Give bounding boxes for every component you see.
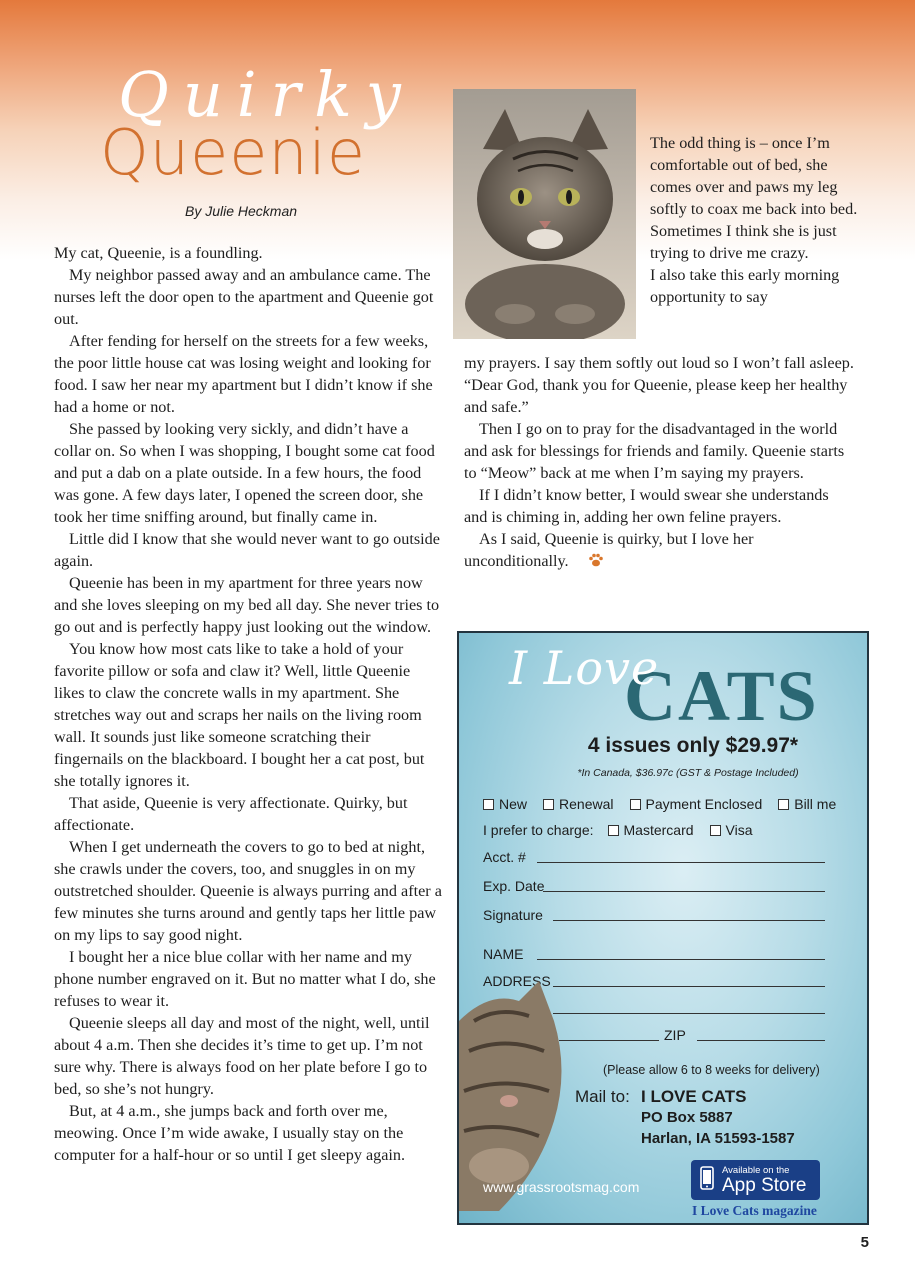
charge-label: I prefer to charge:	[483, 822, 594, 838]
ad-price: 4 issues only $29.97*	[587, 734, 799, 757]
zip-label: ZIP	[664, 1027, 686, 1043]
paragraph: When I get underneath the covers to go to bed at night, she crawls under the covers, too, and snuggles in on my outstretched shoulder. Queenie is always purring and after a few minutes she turns around and gently taps her little paw on my lips to say good night.	[54, 838, 442, 944]
page-number: 5	[860, 1234, 869, 1251]
website-link[interactable]: www.grassrootsmag.com	[483, 1179, 640, 1195]
paragraph: my prayers. I say them softly out loud so I won’t fall asleep. “Dear God, thank you for Queenie, please keep her healthy and safe.”	[464, 354, 854, 416]
paragraph: Sometimes I think she is just trying to drive me crazy.	[650, 222, 837, 262]
left-column	[54, 242, 442, 1166]
city-field[interactable]	[553, 1013, 825, 1014]
appstore-big-text: App Store	[722, 1174, 807, 1196]
option-bill-me[interactable]	[778, 796, 836, 812]
checkbox[interactable]	[483, 799, 494, 810]
option-payment-enclosed[interactable]	[630, 796, 763, 812]
paw-icon	[573, 552, 604, 574]
paragraph: After fending for herself on the streets for a few weeks, the poor little house cat was losing weight and looking for food. I saw her near my apartment but I didn’t know if she had a home or not.	[54, 332, 433, 416]
option-label: Bill me	[794, 796, 837, 812]
subscription-options	[483, 796, 852, 812]
option-label: Mastercard	[623, 822, 694, 838]
option-new[interactable]	[483, 796, 527, 812]
checkbox[interactable]	[630, 799, 641, 810]
paragraph: She passed by looking very sickly, and didn’t have a collar on. So when I was shopping, I bought some cat food and put a dab on a plate outside. In a few hours, the food was gone. A few days later, I opened the screen door, she took her time sniffing around, but finally came in.	[54, 420, 435, 526]
exp-date-field[interactable]	[543, 891, 825, 892]
option-label: Payment Enclosed	[645, 796, 763, 812]
ad-logo-love: I Love	[509, 641, 660, 695]
mail-city: Harlan, IA 51593-1587	[641, 1130, 795, 1147]
magazine-label: I Love Cats magazine	[692, 1203, 817, 1218]
exp-date-label: Exp. Date	[483, 878, 545, 894]
checkbox[interactable]	[710, 825, 721, 836]
option-label: Renewal	[559, 796, 614, 812]
article-title: Queenie	[100, 116, 367, 189]
name-label: NAME	[483, 946, 524, 962]
appstore-small-text: Available on the	[722, 1164, 790, 1176]
address-field[interactable]	[553, 986, 825, 987]
checkbox[interactable]	[608, 825, 619, 836]
paragraph-final	[464, 528, 856, 574]
kitten-photo	[459, 981, 569, 1211]
paragraph: Queenie has been in my apartment for three years now and she loves sleeping on my bed all day. She never tries to go out and is perfectly happy just looking out the window.	[54, 574, 440, 636]
paragraph: If I didn’t know better, I would swear she understands and is chiming in, adding her own feline prayers.	[464, 486, 829, 526]
paragraph: You know how most cats like to take a hold of your favorite pillow or sofa and claw it? Well, little Queenie likes to claw the concrete walls in my apartment. She stretches way out and scraps her nails on the living room wall. It sounds just like someone scratching their fingernails on the blackboard. I bought her a cat post, but she totally ignores it.	[54, 640, 425, 790]
cat-photo	[453, 89, 636, 339]
paragraph: But, at 4 a.m., she jumps back and forth over me, meowing. Once I’m wide awake, I usually stay on the computer for a half-hour or so until I get sleepy again.	[54, 1102, 406, 1164]
paragraph: I bought her a nice blue collar with her name and my phone number engraved on it. But no matter what I do, she refuses to wear it.	[54, 948, 436, 1010]
mail-po-box: PO Box 5887	[641, 1109, 733, 1126]
article-title-script: Quirky	[118, 58, 415, 131]
checkbox[interactable]	[778, 799, 789, 810]
signature-field[interactable]	[553, 920, 825, 921]
ad-canada-note: *In Canada, $36.97c (GST & Postage Included)	[577, 767, 799, 779]
charge-options	[483, 822, 769, 838]
byline: By Julie Heckman	[185, 203, 298, 219]
signature-label: Signature	[483, 907, 543, 923]
paragraph-text: As I said, Queenie is quirky, but I love her unconditionally.	[464, 530, 754, 570]
paragraph: My neighbor passed away and an ambulance came. The nurses left the door open to the apartment and Queenie got out.	[54, 266, 434, 328]
paragraph: My cat, Queenie, is a foundling.	[54, 244, 263, 262]
state-field[interactable]	[559, 1040, 659, 1041]
zip-field[interactable]	[697, 1040, 825, 1041]
paragraph: Little did I know that she would never want to go outside again.	[54, 530, 440, 570]
paragraph: The odd thing is – once I’m comfortable out of bed, she comes over and paws my leg softly to coax me back into bed.	[650, 134, 858, 218]
checkbox[interactable]	[543, 799, 554, 810]
mail-name: I LOVE CATS	[641, 1087, 747, 1106]
paragraph: Then I go on to pray for the disadvantaged in the world and ask for blessings for friends and family. Queenie starts to “Meow” back at me when I’m saying my prayers.	[464, 420, 845, 482]
app-store-badge[interactable]	[691, 1160, 820, 1200]
option-renewal[interactable]	[543, 796, 613, 812]
option-mastercard[interactable]	[608, 822, 694, 838]
ad-logo-cats: CATS	[624, 656, 819, 736]
phone-icon	[700, 1166, 714, 1195]
name-field[interactable]	[537, 959, 825, 960]
acct-field[interactable]	[537, 862, 825, 863]
option-visa[interactable]	[710, 822, 753, 838]
acct-label: Acct. #	[483, 849, 526, 865]
option-label: New	[499, 796, 528, 812]
paragraph: Queenie sleeps all day and most of the night, well, until about 4 a.m. Then she decides it’s time to get up. I’m not sure why. There is always food on her plate before I go to bed, so she’s not hungry.	[54, 1014, 430, 1098]
right-column	[464, 352, 856, 574]
paragraph: I also take this early morning opportunity to say	[650, 266, 840, 306]
paragraph: That aside, Queenie is very affectionate. Quirky, but affectionate.	[54, 794, 408, 834]
address-label: ADDRESS	[483, 973, 551, 989]
option-label: Visa	[725, 822, 753, 838]
mail-to-label: Mail to:	[575, 1087, 630, 1106]
subscription-ad	[457, 631, 869, 1225]
delivery-note: (Please allow 6 to 8 weeks for delivery)	[603, 1063, 820, 1077]
right-column-top	[650, 132, 860, 308]
